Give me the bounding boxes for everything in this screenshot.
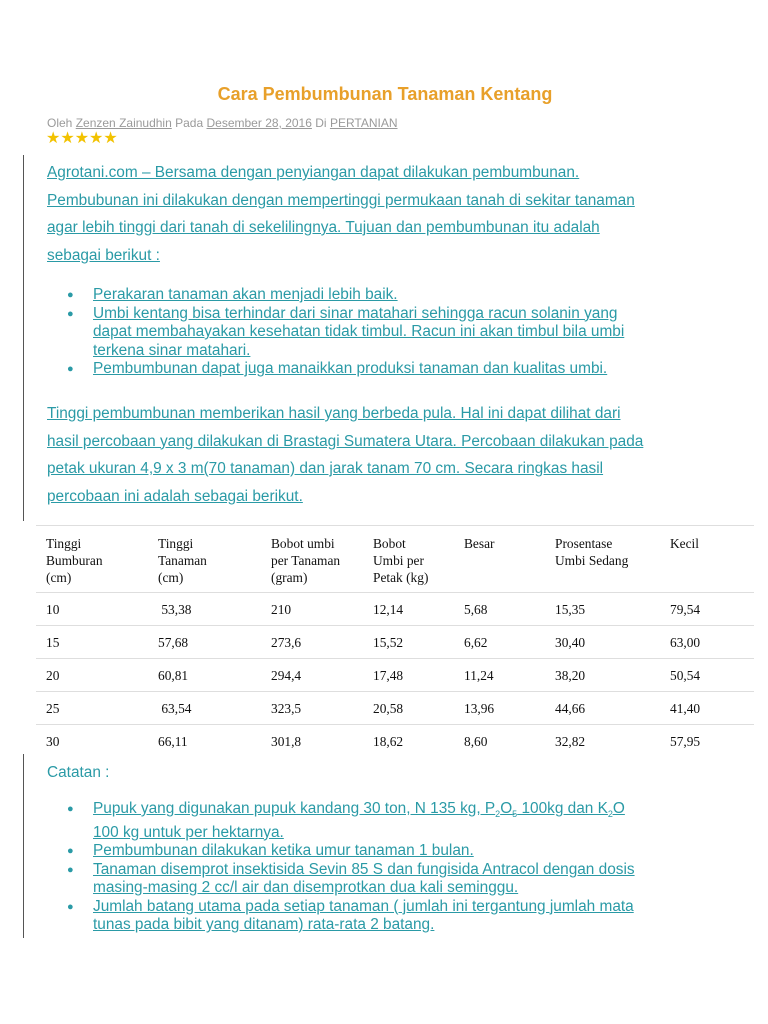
intro-line: Pembubunan ini dilakukan dengan mempertinggi permukaan tanah di sekitar tanaman [47, 191, 635, 209]
by-label: Oleh [47, 116, 73, 130]
list-item: ● Pembumbunan dapat juga manaikkan produksi tanaman dan kualitas umbi. [67, 360, 608, 377]
intro-line: agar lebih tinggi dari tanah di sekelilingnya. Tujuan dan pembumbunan itu adalah [47, 219, 600, 236]
results-line: hasil percobaan yang dilakukan di Brastagi Sumatera Utara. Percobaan dilakukan pada [47, 432, 644, 450]
bullet-icon: ● [67, 900, 74, 913]
header-bobot-umbi-tanaman: Bobot umbi per Tanaman (gram) [261, 526, 363, 593]
header-kecil: Kecil [660, 526, 754, 593]
bullet-icon: ● [67, 363, 74, 375]
intro-line: Agrotani.com – Bersama dengan penyiangan dapat dilakukan pembumbunan. [47, 164, 580, 181]
goals-list [47, 286, 727, 379]
table-row: 20 60,81 294,4 17,48 11,24 38,20 50,54 [36, 659, 754, 692]
rating-stars: ★★★★★ [46, 130, 118, 147]
left-rule-bottom [23, 754, 24, 938]
list-item: ● Pembumbunan dilakukan ketika umur tanaman 1 bulan. [67, 842, 474, 860]
table-row: 25 63,54 323,5 20,58 13,96 44,66 41,40 [36, 692, 754, 725]
header-tinggi-bumbunan: Tinggi Bumburan (cm) [36, 526, 148, 593]
results-line: percobaan ini adalah sebagai berikut. [47, 487, 303, 505]
list-item: ● Perakaran tanaman akan menjadi lebih baik. [67, 286, 398, 303]
date-label: Pada [175, 116, 204, 130]
table-row: 15 57,68 273,6 15,52 6,62 30,40 63,00 [36, 626, 754, 659]
header-besar: Besar [454, 526, 545, 593]
results-table [36, 525, 754, 757]
date-link[interactable]: Desember 28, 2016 [206, 116, 312, 130]
header-bobot-umbi-petak: Bobot Umbi per Petak (kg) [363, 526, 454, 593]
list-item: ● Pupuk yang digunakan pupuk kandang 30 ton, N 135 kg, $P_2O_5$ 100kg dan $K_2O$ 100 kg untuk per hektarnya. [67, 800, 625, 841]
table-header-row [36, 526, 754, 593]
list-item: ● Umbi kentang bisa terhindar dari sinar matahari sehingga racun solanin yang dapat membahayakan kesehatan tidak timbul. Racun ini akan timbul bila umbi terkena sinar matahari. [67, 304, 625, 359]
table-row: 10 53,38 210 12,14 5,68 15,35 79,54 [36, 593, 754, 626]
header-prosentase-sedang: Prosentase Umbi Sedang [545, 526, 660, 593]
notes-heading: Catatan : [47, 764, 110, 781]
intro-paragraph [47, 159, 737, 269]
bullet-icon: ● [67, 845, 74, 858]
intro-line: sebagai berikut : [47, 246, 160, 264]
bullet-icon: ● [67, 307, 74, 320]
category-link[interactable]: PERTANIAN [329, 116, 398, 130]
bullet-icon: ● [67, 289, 74, 301]
bullet-icon: ● [67, 803, 74, 815]
results-line: petak ukuran 4,9 x 3 m(70 tanaman) dan jarak tanam 70 cm. Secara ringkas hasil [47, 460, 604, 477]
list-item: ● Tanaman disemprot insektisida Sevin 85 S dan fungisida Antracol dengan dosis masing-masing 2 cc/l air dan disemprotkan dua kali seminggu. [67, 860, 635, 897]
bullet-icon: ● [67, 863, 74, 876]
list-item: ● Jumlah batang utama pada setiap tanaman ( jumlah ini tergantung jumlah mata tunas pada bibit yang ditanam) rata-rata 2 batang. [67, 897, 634, 934]
article-title: Cara Pembumbunan Tanaman Kentang [217, 84, 553, 104]
left-rule-top [23, 155, 24, 521]
results-paragraph [47, 400, 737, 510]
author-link[interactable]: Zenzen Zainudhin [75, 116, 172, 130]
category-label: Di [315, 116, 327, 130]
table-row: 30 66,11 301,8 18,62 8,60 32,82 57,95 [36, 725, 754, 758]
results-line: Tinggi pembumbunan memberikan hasil yang berbeda pula. Hal ini dapat dilihat dari [47, 405, 621, 422]
notes-list [47, 800, 727, 935]
header-tinggi-tanaman: Tinggi Tanaman (cm) [148, 526, 261, 593]
